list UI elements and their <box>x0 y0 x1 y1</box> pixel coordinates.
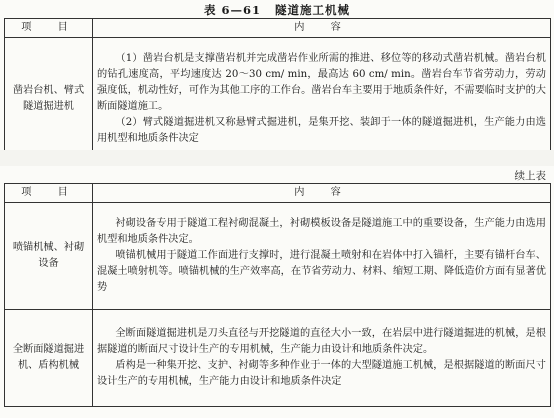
content-paragraph: 喷锚机械用于隧道工作面进行支撑时，进行混凝土喷射和在岩体中打入锚杆，主要有锚杆台车、混凝土喷射机等。喷锚机械的生产效率高，在节省劳动力、材料、缩短工期、降低造价方面有显著优势 <box>97 250 546 293</box>
row-item: 凿岩台机、臂式隧道掘进机 <box>5 38 93 161</box>
content-paragraph: 衬砌设备专用于隧道工程衬砌混凝土，衬砌模板设备是隧道施工中的重要设备，生产能力由选用机型和地质条件决定。 <box>97 218 546 245</box>
continuation-label: 续上表 <box>514 170 546 182</box>
row-content <box>93 203 551 310</box>
header-content: 内 容 <box>93 19 551 38</box>
content-paragraph: 盾构是一种集开挖、支护、衬砌等多种作业于一体的大型隧道施工机械，是根据隧道的断面尺寸设计生产的专用机械，生产能力由设计和地质条件决定 <box>97 360 546 387</box>
page-gap <box>0 150 554 166</box>
table-row <box>5 38 551 161</box>
tunnel-machinery-table-continued <box>4 183 551 407</box>
table-row <box>5 203 551 310</box>
table-header-row <box>5 184 551 203</box>
table-row <box>5 310 551 407</box>
row-content <box>93 38 551 161</box>
header-content: 内 容 <box>93 184 551 203</box>
header-item: 项 目 <box>5 19 93 38</box>
content-paragraph: 全断面隧道掘进机是刀头直径与开挖隧道的直径大小一致，在岩层中进行隧道掘进的机械，是根据隧道的断面尺寸设计生产的专用机械，生产能力由设计和地质条件决定。 <box>97 328 546 355</box>
table-title-text: 隧道施工机械 <box>275 3 350 17</box>
row-content <box>93 310 551 407</box>
row-item: 全断面隧道掘进机、盾构机械 <box>5 310 93 407</box>
row-item: 喷锚机械、衬砌设备 <box>5 203 93 310</box>
table-title <box>0 2 554 18</box>
table-number: 表 6—61 <box>203 3 261 17</box>
table-header-row <box>5 19 551 38</box>
content-paragraph: （2）臂式隧道掘进机又称悬臂式掘进机，是集开挖、装卸于一体的隧道掘进机，生产能力由选用机型和地质条件决定 <box>97 117 546 144</box>
content-paragraph: （1）凿岩台机是支撑凿岩机并完成凿岩作业所需的推进、移位等的移动式凿岩机械。凿岩台机的钻孔速度高，平均速度达 20～30 cm/ min，最高达 60 cm/ min。凿岩台车节省劳动力，劳动强度低，机动性好，可作为其他工序的工作台。凿岩台车主要用于地质条件好，不需要临时支护的大断面隧道施工。 <box>97 53 546 112</box>
header-item: 项 目 <box>5 184 93 203</box>
tunnel-machinery-table <box>4 18 551 161</box>
